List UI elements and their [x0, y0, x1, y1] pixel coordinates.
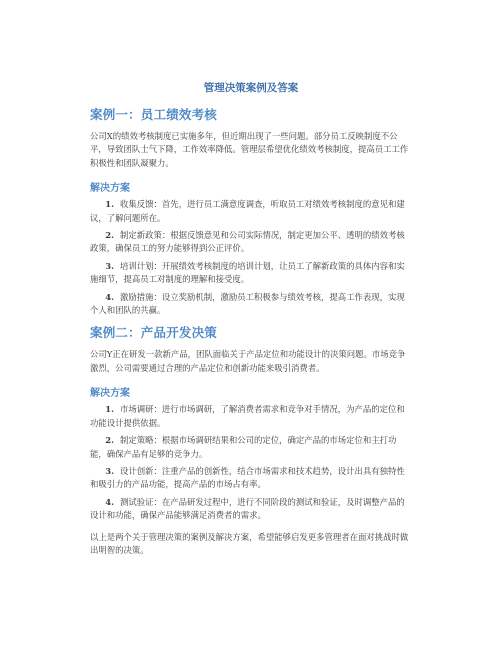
case-heading: 案例一：员工绩效考核	[90, 107, 218, 122]
step-number: 3.	[105, 260, 114, 271]
solution-step	[90, 229, 412, 256]
solution-step	[90, 260, 412, 287]
conclusion-paragraph: 以上是两个关于管理决策的案例及解决方案，希望能够启发更多管理者在面对挑战时做出明智的决策。	[90, 531, 409, 555]
step-text: 收集反馈：首先，进行员工满意度调查，听取员工对绩效考核制度的意见和建议，了解问题所在。	[90, 199, 405, 223]
solution-step	[90, 465, 412, 492]
solution-step	[90, 403, 412, 430]
step-text: 设计创新：注重产品的创新性，结合市场需求和技术趋势，设计出具有独特性和吸引力的产品功能，提高产品的市场占有率。	[90, 465, 405, 490]
step-number: 1.	[105, 199, 114, 210]
case-heading: 案例二：产品开发决策	[90, 325, 218, 341]
step-number: 4.	[105, 291, 114, 302]
step-number: 4.	[105, 496, 114, 507]
step-text: 测试验证：在产品研发过程中，进行不同阶段的测试和验证，及时调整产品的设计和功能，确保产品能够满足消费者的需求。	[90, 496, 405, 521]
step-text: 激励措施：设立奖励机制，激励员工积极参与绩效考核，提高工作表现，实现个人和团队的共赢。	[90, 291, 405, 316]
case-description: 公司Y正在研发一款新产品，团队面临关于产品定位和功能设计的决策问题。市场竞争激烈，公司需要通过合理的产品定位和创新功能来吸引消费者。	[90, 349, 406, 373]
solution-step	[90, 496, 412, 523]
solution-heading: 解决方案	[90, 183, 130, 195]
step-number: 2.	[105, 435, 114, 446]
step-number: 1.	[105, 404, 114, 415]
step-number: 3.	[105, 465, 114, 476]
document-content	[90, 80, 412, 561]
step-text: 制定新政策：根据反馈意见和公司实际情况，制定更加公平、透明的绩效考核政策，确保员工的努力能够得到公正评价。	[90, 230, 405, 254]
case-one	[90, 105, 412, 317]
solution-step	[90, 291, 412, 318]
case-two	[90, 323, 412, 522]
solution-heading: 解决方案	[90, 388, 130, 400]
step-text: 市场调研：进行市场调研，了解消费者需求和竞争对手情况，为产品的定位和功能设计提供依据。	[90, 404, 405, 428]
step-text: 培训计划：开展绩效考核制度的培训计划，让员工了解新政策的具体内容和实施细节，提高员工对制度的理解和接受度。	[90, 260, 405, 285]
document-title: 管理决策案例及答案	[203, 82, 299, 94]
step-text: 制定策略：根据市场调研结果和公司的定位，确定产品的市场定位和主打功能，确保产品有足够的竞争力。	[90, 435, 397, 459]
solution-step	[90, 434, 412, 461]
step-number: 2.	[105, 230, 114, 241]
case-description: 公司X的绩效考核制度已实施多年，但近期出现了一些问题。部分员工反映制度不公平，导致团队士气下降，工作效率降低。管理层希望优化绩效考核制度，提高员工工作积极性和团队凝聚力。	[90, 131, 409, 168]
solution-step	[90, 198, 412, 225]
